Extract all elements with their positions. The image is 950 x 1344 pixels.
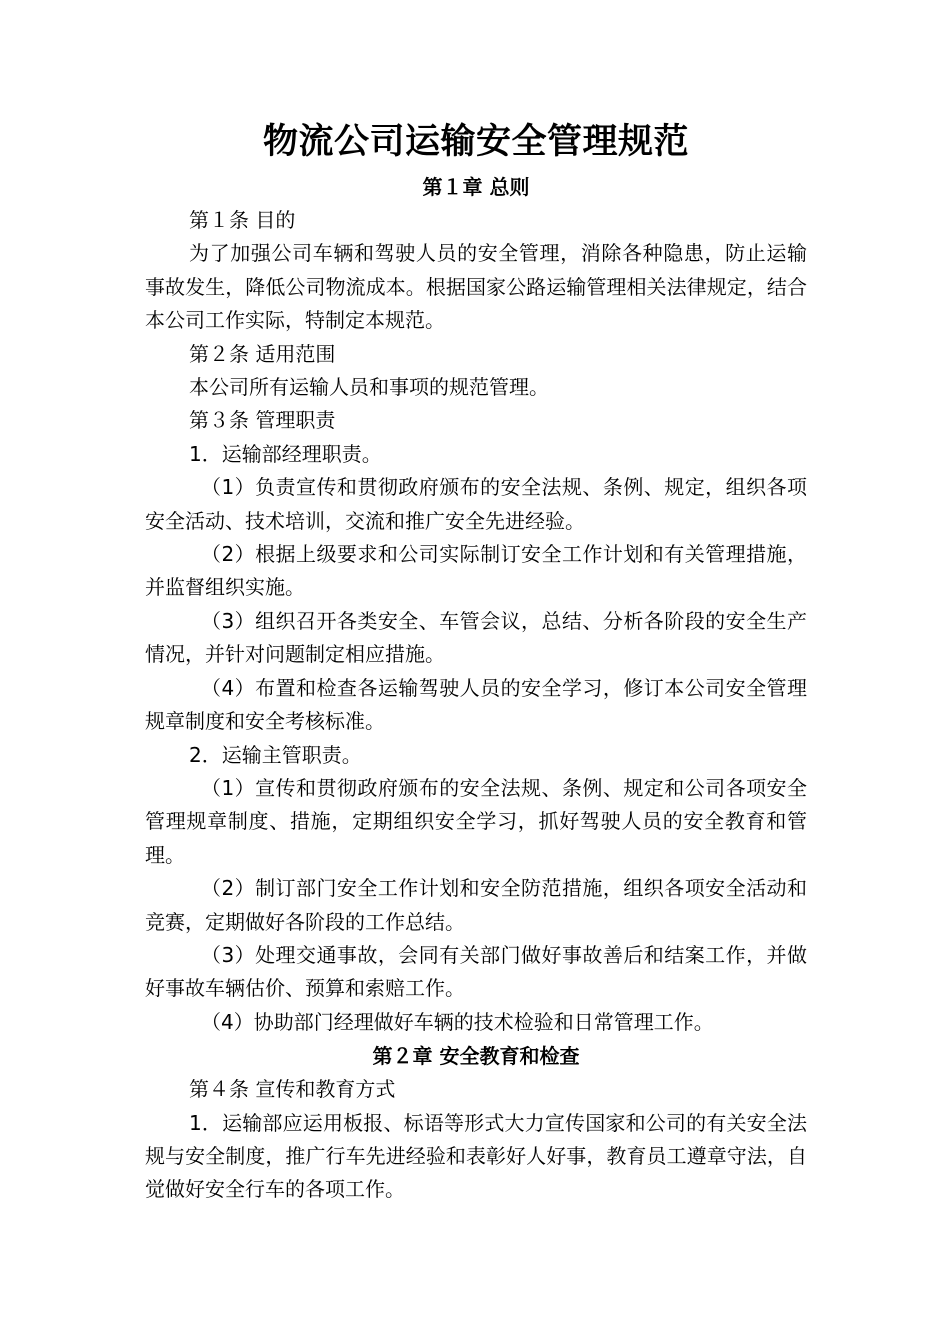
chapter-1 bbox=[145, 170, 807, 1039]
chapter-2 bbox=[145, 1039, 807, 1207]
list-item: 2．运输主管职责。 bbox=[189, 742, 362, 767]
sub-list-item: （1）宣传和贯彻政府颁布的安全法规、条例、规定和公司各项安全管理规章制度、措施，定期组织安全学习，抓好驾驶人员的安全教育和管理。 bbox=[145, 775, 807, 867]
chapter-heading: 第１章 总则 bbox=[422, 175, 530, 199]
sub-list-item: （4）布置和检查各运输驾驶人员的安全学习，修订本公司安全管理规章制度和安全考核标准。 bbox=[145, 675, 807, 734]
sub-list-item: （1）负责宣传和贯彻政府颁布的安全法规、条例、规定，组织各项安全活动、技术培训，交流和推广安全先进经验。 bbox=[145, 475, 807, 533]
article-heading: 第３条 管理职责 bbox=[189, 408, 336, 433]
document-title: 物流公司运输安全管理规范 bbox=[262, 122, 689, 162]
sub-list-item: （3）组织召开各类安全、车管会议，总结、分析各阶段的安全生产情况，并针对问题制定相应措施。 bbox=[145, 608, 807, 667]
article-heading: 第２条 适用范围 bbox=[189, 341, 336, 366]
list-item: 1．运输部应运用板报、标语等形式大力宣传国家和公司的有关安全法规与安全制度，推广行车先进经验和表彰好人好事，教育员工遵章守法，自觉做好安全行车的各项工作。 bbox=[145, 1110, 807, 1202]
paragraph: 本公司所有运输人员和事项的规范管理。 bbox=[189, 375, 549, 400]
chapter-heading: 第２章 安全教育和检查 bbox=[372, 1044, 580, 1069]
document-page bbox=[145, 118, 807, 1207]
article-heading: 第４条 宣传和教育方式 bbox=[189, 1077, 396, 1102]
sub-list-item: （3）处理交通事故，会同有关部门做好事故善后和结案工作，并做好事故车辆估价、预算和索赔工作。 bbox=[145, 942, 807, 1001]
article-heading: 第１条 目的 bbox=[189, 208, 296, 232]
sub-list-item: （2）根据上级要求和公司实际制订安全工作计划和有关管理措施，并监督组织实施。 bbox=[145, 542, 807, 600]
paragraph: 为了加强公司车辆和驾驶人员的安全管理，消除各种隐患，防止运输事故发生，降低公司物流成本。根据国家公路运输管理相关法律规定，结合本公司工作实际，特制定本规范。 bbox=[145, 241, 807, 333]
list-item: 1．运输部经理职责。 bbox=[189, 441, 382, 466]
sub-list-item: （4）协助部门经理做好车辆的技术检验和日常管理工作。 bbox=[201, 1009, 714, 1034]
sub-list-item: （2）制订部门安全工作计划和安全防范措施，组织各项安全活动和竞赛，定期做好各阶段的工作总结。 bbox=[145, 876, 807, 934]
